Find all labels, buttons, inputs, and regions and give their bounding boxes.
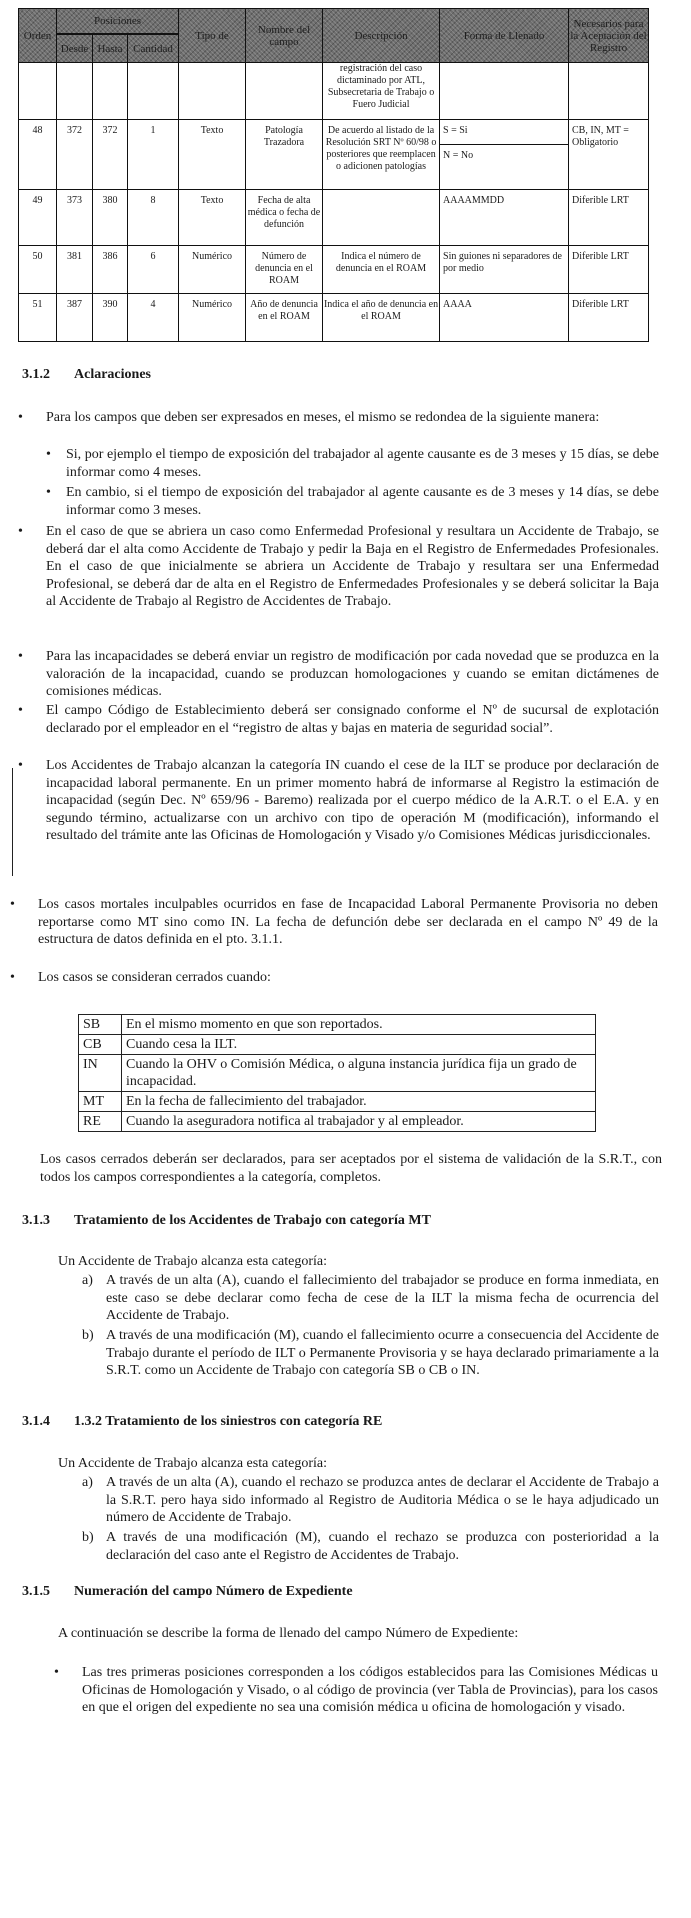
cell-empty: [19, 63, 57, 120]
cell-forma: Sin guiones ni separadores de por medio: [440, 246, 569, 294]
list-item-a: [82, 1474, 659, 1527]
header-hasta: Hasta: [93, 34, 128, 63]
cell-orden: 51: [19, 294, 57, 342]
bullet-item: [10, 969, 658, 987]
cell-nombre: Año de denuncia en el ROAM: [246, 294, 323, 342]
bullet-text: El campo Código de Establecimiento deberá ser consignado conforme el Nº de sucursal de explotación declarado por el empleador en el “registro de altas y bajas en materia de seguridad social”.: [46, 703, 659, 736]
list-item-b: [82, 1529, 659, 1564]
cell-empty: [57, 63, 93, 120]
header-posiciones: Posiciones: [57, 9, 179, 35]
list-text: A través de un alta (A), cuando el fallecimiento del trabajador se produce en forma inmediata, en este caso se debe declarar como fecha de cese de la ILT la misma fecha de ocurrencia del Accidente de Trabajo.: [106, 1273, 659, 1324]
category-row: [79, 1092, 596, 1112]
bullet-text: En cambio, si el tiempo de exposición del trabajador al agente causante es de 3 meses y 14 días, se debe informar como 3 meses.: [66, 485, 659, 518]
category-code: CB: [79, 1035, 122, 1055]
cell-forma: AAAAMMDD: [440, 190, 569, 246]
forma-option-no: N = No: [443, 150, 474, 161]
sub-bullet-item: [46, 484, 659, 519]
category-row: [79, 1055, 596, 1092]
list-label: b): [82, 1328, 94, 1343]
cell-empty: [569, 63, 649, 120]
bullet-text: Si, por ejemplo el tiempo de exposición del trabajador al agente causante es de 3 meses y 15 días, se debe informar como 4 meses.: [66, 447, 659, 480]
category-code: RE: [79, 1112, 122, 1132]
category-text: En la fecha de fallecimiento del trabajador.: [122, 1092, 596, 1112]
header-orden: Orden: [19, 9, 57, 63]
bullet-icon: •: [18, 410, 23, 425]
bullet-text: Los casos se consideran cerrados cuando:: [38, 970, 271, 985]
header-descripcion: Descripción: [323, 9, 440, 63]
bullet-icon: •: [46, 447, 51, 462]
cell-descripcion: Indica el año de denuncia en el ROAM: [323, 294, 440, 342]
cell-tipo: Texto: [179, 190, 246, 246]
cell-desde: 372: [57, 120, 93, 190]
bullet-text: Las tres primeras posiciones corresponden a los códigos establecidos para las Comisiones Médicas u Oficinas de Homologación y Visado, o al código de provincia (ver Tabla de Provincias), para los casos en que el origen del expediente no sea una comisión médica u oficina de homologación y visado.: [82, 1665, 658, 1716]
cell-empty: [93, 63, 128, 120]
cell-cantidad: 8: [128, 190, 179, 246]
section-intro: Un Accidente de Trabajo alcanza esta categoría:: [58, 1456, 327, 1471]
bullet-icon: •: [18, 703, 23, 718]
list-item-a: [82, 1272, 659, 1325]
bullet-text: En el caso de que se abriera un caso como Enfermedad Profesional y resultara un Accidente de Trabajo, se deberá dar el alta como Accidente de Trabajo y pedir la Baja en el Registro de Enfermedades Profesionales. En el caso de que inicialmente se abriera un Accidente de Trabajo y resultara ser una Enfermedad Profesional, se deberá dar de alta en el Registro de Enfermedades Profesionales y se deberá solicitar la Baja al Accidente de Trabajo al Registro de Accidentes de Trabajo.: [46, 524, 659, 610]
section-heading-314: [22, 1414, 382, 1430]
bullet-item: [10, 896, 658, 949]
bullet-item: [18, 409, 659, 427]
category-row: [79, 1112, 596, 1132]
category-text: En el mismo momento en que son reportados.: [122, 1015, 596, 1035]
list-item-b: [82, 1327, 659, 1380]
forma-option-si: S = Si: [440, 120, 568, 145]
section-heading-315: [22, 1584, 353, 1600]
category-row: [79, 1015, 596, 1035]
categories-table: [78, 1014, 596, 1132]
category-row: [79, 1035, 596, 1055]
list-label: b): [82, 1530, 94, 1545]
revision-bar: [12, 768, 13, 876]
cell-tipo: Numérico: [179, 294, 246, 342]
cell-desde: 381: [57, 246, 93, 294]
bullet-item: [18, 757, 659, 845]
section-intro: Un Accidente de Trabajo alcanza esta categoría:: [58, 1254, 327, 1269]
list-label: a): [82, 1475, 93, 1490]
category-text: Cuando cesa la ILT.: [122, 1035, 596, 1055]
list-text: A través de un alta (A), cuando el rechazo se produzca antes de declarar el Accidente de Trabajo a la S.R.T. pero haya sido informado al Registro de Auditoria Médica o se le haya adjudicado un número de Accidente de Trabajo.: [106, 1475, 659, 1526]
section-heading-313: [22, 1213, 431, 1229]
section-intro: A continuación se describe la forma de llenado del campo Número de Expediente:: [58, 1626, 519, 1641]
cell-forma: [440, 120, 569, 190]
bullet-icon: •: [10, 970, 15, 985]
cell-descripcion: registración del caso dictaminado por ATL, Subsecretaria de Trabajo o Fuero Judicial: [323, 63, 440, 120]
section-title: Tratamiento de los Accidentes de Trabajo con categoría MT: [74, 1213, 431, 1228]
bullet-icon: •: [10, 897, 15, 912]
category-code: MT: [79, 1092, 122, 1112]
cell-cantidad: 6: [128, 246, 179, 294]
category-text: Cuando la aseguradora notifica al trabajador y al empleador.: [122, 1112, 596, 1132]
table-row: [19, 294, 649, 342]
cell-hasta: 390: [93, 294, 128, 342]
cell-empty: [128, 63, 179, 120]
cell-descripcion: De acuerdo al listado de la Resolución SRT Nº 60/98 o posteriores que reemplacen o adicionen patologías: [323, 120, 440, 190]
section-title: Numeración del campo Número de Expediente: [74, 1584, 353, 1599]
section-number: 3.1.3: [22, 1213, 50, 1228]
cell-descripcion: Indica el número de denuncia en el ROAM: [323, 246, 440, 294]
table-row: [19, 190, 649, 246]
header-nombre: Nombre del campo: [246, 9, 323, 63]
cell-descripcion: [323, 190, 440, 246]
bullet-icon: •: [18, 758, 23, 773]
cell-tipo: Numérico: [179, 246, 246, 294]
cell-empty: [179, 63, 246, 120]
bullet-icon: •: [46, 485, 51, 500]
cell-forma: AAAA: [440, 294, 569, 342]
list-label: a): [82, 1273, 93, 1288]
bullet-text: Los casos mortales inculpables ocurridos en fase de Incapacidad Laboral Permanente Provisoria no deben reportarse como MT sino como IN. La fecha de defunción debe ser declarada en el campo Nº 49 de la estructura de datos definida en el pto. 3.1.1.: [38, 897, 658, 948]
cell-orden: 49: [19, 190, 57, 246]
closing-paragraph: Los casos cerrados deberán ser declarados, para ser aceptados por el sistema de validación de la S.R.T., con todos los campos correspondientes a la categoría, completos.: [40, 1152, 662, 1185]
cell-hasta: 386: [93, 246, 128, 294]
section-heading-312: [22, 367, 151, 383]
bullet-text: Para las incapacidades se deberá enviar un registro de modificación por cada novedad que se produzca en la valoración de la incapacidad, cuando se produzcan homologaciones y cuando se emitan dictámenes de comisiones médicas.: [46, 649, 659, 700]
header-necesarios: Necesarios para la Aceptación del Registro: [569, 9, 649, 63]
bullet-icon: •: [54, 1665, 59, 1680]
bullet-item: [18, 702, 659, 737]
cell-hasta: 372: [93, 120, 128, 190]
list-text: A través de una modificación (M), cuando el fallecimiento ocurre a consecuencia del Accidente de Trabajo durante el período de ILT o Permanente Provisoria y se haya declarado primariamente a la S.R.T. como un Accidente de Trabajo con categoría SB o CB o IN.: [106, 1328, 659, 1379]
cell-nombre: Número de denuncia en el ROAM: [246, 246, 323, 294]
cell-necesarios: Diferible LRT: [569, 294, 649, 342]
bullet-item: [54, 1664, 658, 1717]
header-tipo: Tipo de: [179, 9, 246, 63]
list-text: A través de una modificación (M), cuando el rechazo se produzca con posterioridad a la declaración del caso ante el Registro de Accidentes de Trabajo.: [106, 1530, 659, 1563]
section-number: 3.1.4: [22, 1414, 50, 1429]
bullet-item: [18, 523, 659, 611]
section-number: 3.1.2: [22, 367, 50, 382]
bullet-text: Para los campos que deben ser expresados en meses, el mismo se redondea de la siguiente manera:: [46, 410, 600, 425]
section-title: Aclaraciones: [74, 367, 151, 382]
sub-bullet-item: [46, 446, 659, 481]
bullet-item: [18, 648, 659, 701]
header-desde: Desde: [57, 34, 93, 63]
cell-desde: 373: [57, 190, 93, 246]
bullet-icon: •: [18, 649, 23, 664]
section-number: 3.1.5: [22, 1584, 50, 1599]
cell-hasta: 380: [93, 190, 128, 246]
table-row-continuation: [19, 63, 649, 120]
category-text: Cuando la OHV o Comisión Médica, o alguna instancia jurídica fija un grado de incapacidad.: [122, 1055, 596, 1092]
bullet-text: Los Accidentes de Trabajo alcanzan la categoría IN cuando el cese de la ILT se produce por declaración de incapacidad laboral permanente. En un primer momento habrá de informarse al Registro la estimación de incapacidad (según Dec. Nº 659/96 - Baremo) realizada por el cuerpo médico de la A.R.T. o el E.A. y en segundo término, actualizarse con un archivo con tipo de operación M (modificación), informando el resultado del trámite ante las Oficinas de Homologación y Visado y/o Comisiones Médicas jurisdiccionales.: [46, 758, 659, 844]
cell-desde: 387: [57, 294, 93, 342]
cell-nombre: Patología Trazadora: [246, 120, 323, 190]
cell-orden: 48: [19, 120, 57, 190]
header-forma: Forma de Llenado: [440, 9, 569, 63]
cell-cantidad: 4: [128, 294, 179, 342]
cell-orden: 50: [19, 246, 57, 294]
cell-empty: [440, 63, 569, 120]
category-code: IN: [79, 1055, 122, 1092]
table-row: [19, 246, 649, 294]
cell-necesarios: Diferible LRT: [569, 246, 649, 294]
cell-necesarios: Diferible LRT: [569, 190, 649, 246]
section-title: 1.3.2 Tratamiento de los siniestros con categoría RE: [74, 1414, 383, 1429]
category-code: SB: [79, 1015, 122, 1035]
cell-nombre: Fecha de alta médica o fecha de defunción: [246, 190, 323, 246]
bullet-icon: •: [18, 524, 23, 539]
fields-table: [18, 8, 649, 342]
table-row: [19, 120, 649, 190]
cell-tipo: Texto: [179, 120, 246, 190]
cell-necesarios: CB, IN, MT = Obligatorio: [569, 120, 649, 190]
cell-empty: [246, 63, 323, 120]
header-cantidad: Cantidad: [128, 34, 179, 63]
cell-cantidad: 1: [128, 120, 179, 190]
